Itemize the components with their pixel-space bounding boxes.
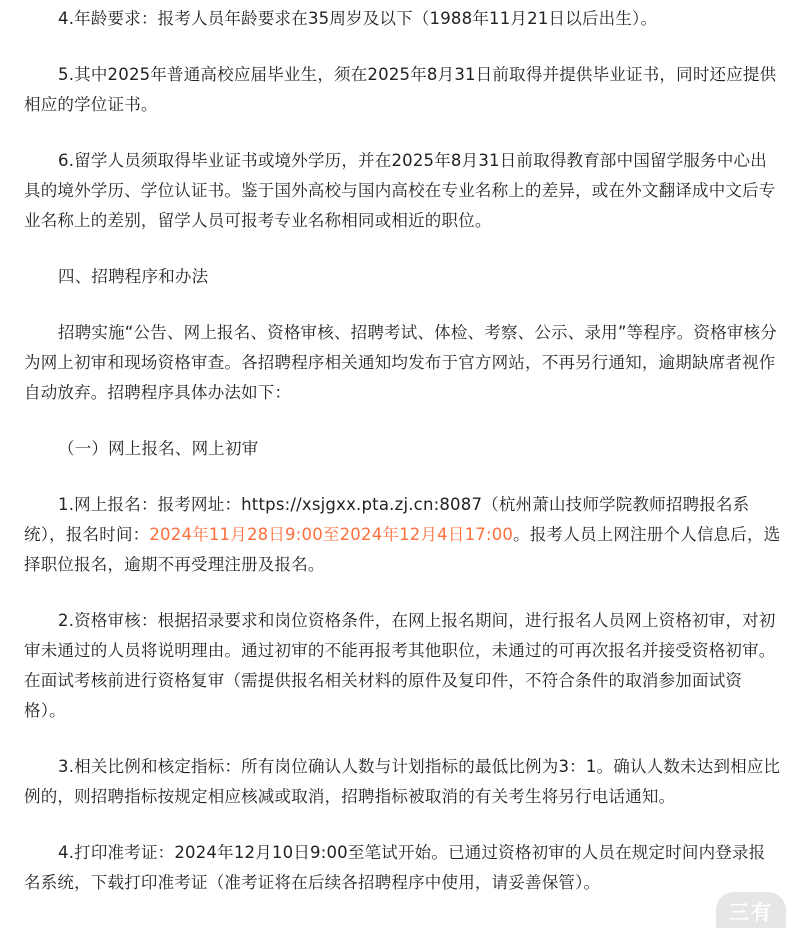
article-body [24,4,782,924]
section-heading-recruitment-procedure: 四、招聘程序和办法 [58,267,209,286]
paragraph-online-registration [24,490,782,580]
subsection-heading-online-registration: （一）网上报名、网上初审 [58,439,259,458]
registration-text-after: 。报考人员上网注册个人信息后，选择职位报名，逾期不再受理注册及报名。 [24,525,781,574]
paragraph-procedure-overview: 招聘实施“公告、网上报名、资格审核、招聘考试、体检、考察、公示、录用”等程序。资格审核分为网上初审和现场资格审查。各招聘程序相关通知均发布于官方网站，不再另行通知，逾期缺席者视作自动放弃。招聘程序具体办法如下： [24,323,777,402]
registration-text-before: 1.网上报名：报考网址：https://xsjgxx.pta.zj.cn:8087（杭州萧山技师学院教师招聘报名系统），报名时间： [24,495,750,544]
paragraph-ratio-and-quota: 3.相关比例和核定指标：所有岗位确认人数与计划指标的最低比例为3：1。确认人数未达到相应比例的，则招聘指标按规定相应核减或取消，招聘指标被取消的有关考生将另行电话通知。 [24,757,781,806]
paragraph-age-requirement: 4.年龄要求：报考人员年龄要求在35周岁及以下（1988年11月21日以后出生）。 [58,9,658,28]
paragraph-graduate-requirement: 5.其中2025年普通高校应届毕业生，须在2025年8月31日前取得并提供毕业证书，同时还应提供相应的学位证书。 [24,65,777,114]
paragraph-print-admission-ticket: 4.打印准考证：2024年12月10日9:00至笔试开始。已通过资格初审的人员在规定时间内登录报名系统，下载打印准考证（准考证将在后续各招聘程序中使用，请妥善保管）。 [24,843,766,892]
paragraph-overseas-requirement: 6.留学人员须取得毕业证书或境外学历，并在2025年8月31日前取得教育部中国留学服务中心出具的境外学历、学位认证书。鉴于国外高校与国内高校在专业名称上的差异，或在外文翻译成中文后专业名称上的差别，留学人员可报考专业名称相同或相近的职位。 [24,151,776,230]
registration-time-highlight: 2024年11月28日9:00至2024年12月4日17:00 [149,525,514,544]
paragraph-qualification-review: 2.资格审核：根据招录要求和岗位资格条件，在网上报名期间，进行报名人员网上资格初审，对初审未通过的人员将说明理由。通过初审的不能再报考其他职位，未通过的可再次报名并接受资格初审。在面试考核前进行资格复审（需提供报名相关材料的原件及复印件，不符合条件的取消参加面试资格）。 [24,611,776,720]
watermark-logo: 三有 [716,892,786,928]
